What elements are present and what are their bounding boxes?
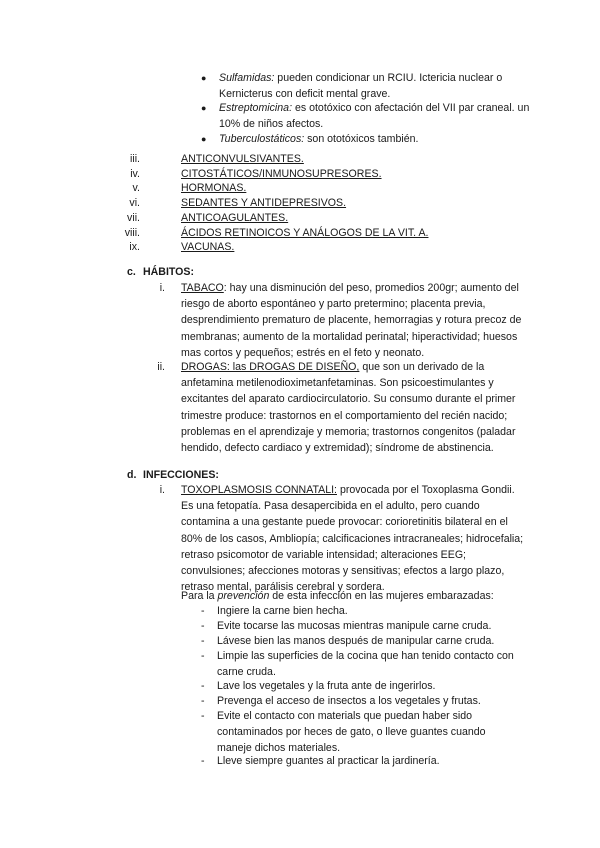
item-number: i. (159, 282, 165, 294)
list-item: Evite tocarse las mucosas mientras manipule carne cruda. (217, 620, 492, 632)
list-item: Lave los vegetales y la fruta ante de ingerirlos. (217, 680, 436, 692)
list-item: Prevenga el acceso de insectos a los vegetales y frutas. (217, 695, 481, 707)
dash-marker: - (201, 755, 205, 767)
dash-marker: - (201, 605, 205, 617)
dash-marker: - (201, 635, 205, 647)
bullet-item: Estreptomicina: es ototóxico con afectación del VII par craneal. un 10% de niños afectos. (219, 102, 530, 131)
list-item: Lleve siempre guantes al practicar la jardinería. (217, 755, 440, 767)
dash-marker: - (201, 710, 205, 722)
list-item: Limpie las superficies de la cocina que han tenido contacto con carne cruda. (217, 650, 514, 679)
item-number: i. (159, 484, 165, 496)
document-page: ● Sulfamidas: pueden condicionar un RCIU. Ictericia nuclear o Kernicterus con deficit mental grave. ● Estreptomicina: es ototóxico con afectación del VII par craneal. un 10% de niños afectos. ● Tuberculostáticos: son ototóxicos también. iii. ANTICONVULSIVANTES. iv. CITOSTÁTICOS/INMUNOSUPRESORES. v. HORMONAS. vi. SEDANTES Y ANTIDEPRESIVOS. vii. ANTICOAGULANTES. viii. ÁCIDOS RETINOICOS Y ANÁLOGOS DE LA VIT. A. ix. VACUNAS. c. HÁBITOS: i. TABACO: hay una disminución del peso, promedios 200gr; aumento del riesgo de aborto espontáneo y parto pretermino; placenta previa, desprendimiento prematuro de placente, hemorragias y rotura precoz de membranas; aumento de la mortalidad perinatal; hiperactividad; huesos mas cortos y pequeños; estrés en el feto y neonato. ii. DROGAS: las DROGAS DE DISEÑO, que son un derivado de la anfetamina metilenodioximetanfetaminas. Son psicoestimulantes y excitantes del aparato cardiocirculatorio. Su consumo durante el primer trimestre produce: trastornos en el comportamiento del recién nacido; problemas en el aprendizaje y memoria; trastornos congenitos (paladar hendido, defecto cardiaco y extremidad); síndrome de abstinencia. d. INFECCIONES: i. TOXOPLASMOSIS CONNATALI: provocada por el Toxoplasma Gondii. Es una fetopatía. Pasa desapercibida en el adulto, pero cuando contamina a una gestante puede provocar: corioretinitis bilateral en el 80% de los casos, Ambliopía; calcificaciones intracraneales; hidrocefalia; retraso psicomotor de variable intensidad; alteraciones EEG; convulsiones; afecciones motoras y sensitivas; efectos a largo plazo, retraso mental, parálisis cerebral y sordera. Para la prevención de esta infección en las mujeres embarazadas: - Ingiere la carne bien hecha. - Evite tocarse las mucosas mientras manipule carne cruda. - Lávese bien las manos después de manipular carne cruda. - Limpie las superficies de la cocina que han tenido contacto con carne cruda. - Lave los vegetales y la fruta ante de ingerirlos. - Prevenga el acceso de insectos a los vegetales y frutas. - Evite el contacto con materials que puedan haber sido contaminados por heces de gato, o lleve guantes cuando maneje dichos materiales. - Lleve siempre guantes al practicar la jardinería. (0, 0, 600, 848)
section-heading-habitos: c. HÁBITOS: (127, 266, 195, 278)
dash-marker: - (201, 620, 205, 632)
section-heading-infecciones: d. INFECCIONES: (127, 469, 219, 481)
prevention-intro: Para la prevención de esta infección en las mujeres embarazadas: (181, 590, 494, 602)
bullet-marker: ● (201, 103, 207, 113)
bullet-marker: ● (201, 73, 207, 83)
paragraph-drogas: DROGAS: las DROGAS DE DISEÑO, que son un derivado de la anfetamina metilenodioximetanfetaminas. Son psicoestimulantes y excitantes del aparato cardiocirculatorio. Su consumo durante el primer trimestre produce: trastornos en el comportamiento del recién nacido; problemas en el aprendizaje y memoria; trastornos congenitos (paladar hendido, defecto cardiaco y extremidad); síndrome de abstinencia. (181, 361, 516, 455)
paragraph-tabaco: TABACO: hay una disminución del peso, promedios 200gr; aumento del riesgo de aborto espontáneo y parto pretermino; placenta previa, desprendimiento prematuro de placente, hemorragias y rotura precoz de membranas; aumento de la mortalidad perinatal; hiperactividad; huesos mas cortos y pequeños; estrés en el feto y neonato. (181, 282, 522, 359)
list-item: Ingiere la carne bien hecha. (217, 605, 348, 617)
paragraph-toxoplasmosis: TOXOPLASMOSIS CONNATALI: provocada por el Toxoplasma Gondii. Es una fetopatía. Pasa desapercibida en el adulto, pero cuando contamina a una gestante puede provocar: corioretinitis bilateral en el 80% de los casos, Ambliopía; calcificaciones intracraneales; hidrocefalia; retraso psicomotor de variable intensidad; alteraciones EEG; convulsiones; afecciones motoras y sensitivas; efectos a largo plazo, retraso mental, parálisis cerebral y sordera. (181, 484, 524, 594)
item-number: ii. (157, 361, 165, 373)
list-item: Lávese bien las manos después de manipular carne cruda. (217, 635, 495, 647)
dash-marker: - (201, 650, 205, 662)
bullet-marker: ● (201, 134, 207, 144)
dash-marker: - (201, 680, 205, 692)
bullet-item: Tuberculostáticos: son ototóxicos también. (219, 133, 419, 145)
list-item: Evite el contacto con materials que puedan haber sido contaminados por heces de gato, o lleve guantes cuando maneje dichos materiales. (217, 710, 486, 755)
dash-marker: - (201, 695, 205, 707)
bullet-item: Sulfamidas: pueden condicionar un RCIU. Ictericia nuclear o Kernicterus con deficit mental grave. (219, 72, 503, 101)
